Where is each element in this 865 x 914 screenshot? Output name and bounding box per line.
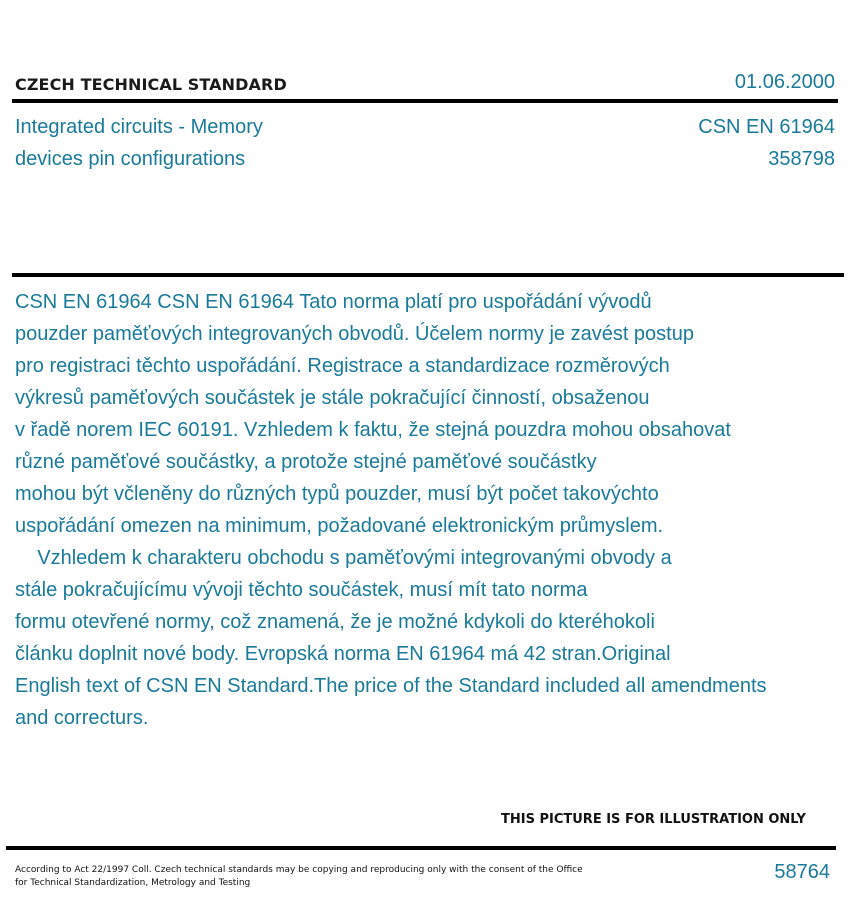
description-line: v řadě norem IEC 60191. Vzhledem k faktu, že stejná pouzdra mohou obsahovat xyxy=(15,419,731,441)
description-line: pouzder paměťových integrovaných obvodů. Účelem normy je zavést postup xyxy=(15,323,694,345)
description-line: mohou být včleněny do různých typů pouzder, musí být počet takovýchto xyxy=(15,483,659,505)
copyright-notice xyxy=(15,864,583,890)
description-line: CSN EN 61964 CSN EN 61964 Tato norma platí pro uspořádání vývodů xyxy=(15,291,652,313)
catalog-number: 358798 xyxy=(768,148,835,170)
document-category: CZECH TECHNICAL STANDARD xyxy=(15,75,287,94)
document-id: 58764 xyxy=(774,861,830,883)
footer-divider xyxy=(6,846,836,850)
illustration-notice: THIS PICTURE IS FOR ILLUSTRATION ONLY xyxy=(501,812,806,827)
publication-date: 01.06.2000 xyxy=(734,71,835,93)
description-line: formu otevřené normy, což znamená, že je možné kdykoli do kteréhokoli xyxy=(15,611,655,633)
description-line: uspořádání omezen na minimum, požadované elektronickým průmyslem. xyxy=(15,515,664,537)
section-divider xyxy=(12,273,844,277)
description-line: stále pokračujícímu vývoji těchto součástek, musí mít tato norma xyxy=(15,579,588,601)
header-divider xyxy=(12,99,838,103)
description-line: and correcturs. xyxy=(15,707,149,729)
description-line: článku doplnit nové body. Evropská norma EN 61964 má 42 stran.Original xyxy=(15,643,671,665)
description-line: English text of CSN EN Standard.The price of the Standard included all amendments xyxy=(15,675,767,697)
standard-code: CSN EN 61964 xyxy=(698,116,835,138)
description-line: různé paměťové součástky, a protože stejné paměťové součástky xyxy=(15,451,597,473)
standard-title-line-2: devices pin configurations xyxy=(15,148,246,170)
copyright-notice-line-1: According to Act 22/1997 Coll. Czech technical standards may be copying and reproducing only with the consent of the Office xyxy=(15,865,583,875)
copyright-notice-line-2: for Technical Standardization, Metrology and Testing xyxy=(15,878,251,888)
description-line: výkresů paměťových součástek je stále pokračující činností, obsaženou xyxy=(15,387,650,409)
standard-description xyxy=(15,290,835,738)
description-line: pro registraci těchto uspořádání. Registrace a standardizace rozměrových xyxy=(15,355,670,377)
standard-title-line-1: Integrated circuits - Memory xyxy=(15,116,263,138)
description-line: Vzhledem k charakteru obchodu s paměťovými integrovanými obvody a xyxy=(15,547,672,569)
